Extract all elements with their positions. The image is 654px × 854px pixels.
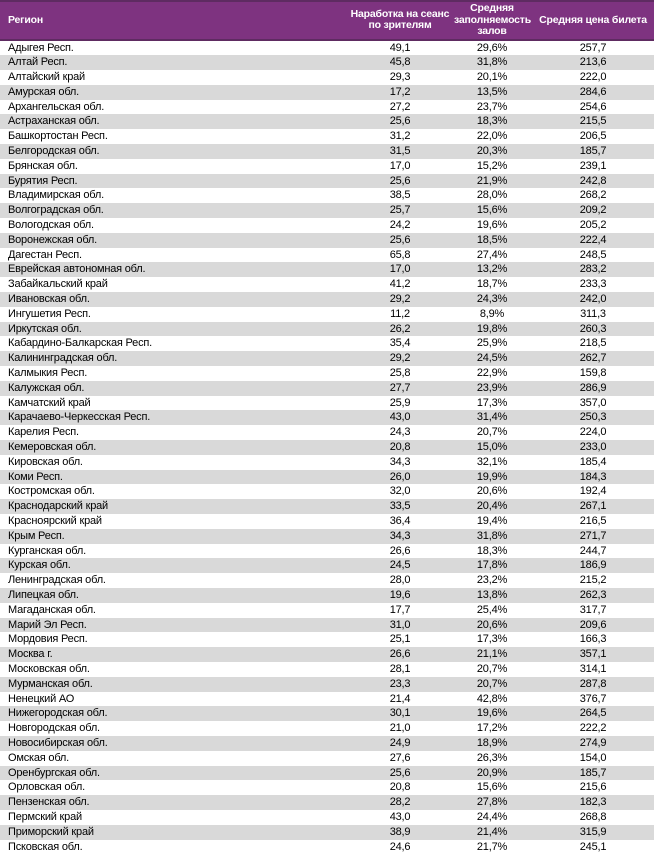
viewers-per-session-cell: 17,7: [389, 603, 411, 616]
viewers-per-session-cell: 25,6: [389, 766, 411, 779]
region-cell: Липецкая обл.: [8, 588, 79, 601]
region-cell: Иркутская обл.: [8, 322, 82, 335]
viewers-per-session-cell: 24,6: [389, 840, 411, 853]
table-row: [0, 825, 654, 840]
viewers-per-session-cell: 17,2: [389, 85, 411, 98]
table-row: [0, 618, 654, 633]
occupancy-cell: 18,3%: [476, 115, 508, 128]
ticket-price-cell: 154,0: [579, 751, 607, 764]
table-row: [0, 174, 654, 189]
viewers-per-session-cell: 29,2: [389, 352, 411, 365]
viewers-per-session-cell: 29,3: [389, 71, 411, 84]
occupancy-cell: 25,9%: [476, 337, 508, 350]
occupancy-cell: 20,7%: [476, 426, 508, 439]
viewers-per-session-cell: 43,0: [389, 411, 411, 424]
viewers-per-session-cell: 35,4: [389, 337, 411, 350]
region-cell: Амурская обл.: [8, 85, 80, 98]
region-cell: Калининградская обл.: [8, 352, 118, 365]
region-cell: Мурманская обл.: [8, 677, 93, 690]
ticket-price-cell: 314,1: [579, 662, 607, 675]
ticket-price-cell: 260,3: [579, 322, 607, 335]
viewers-per-session-cell: 25,6: [389, 115, 411, 128]
table-row: [0, 188, 654, 203]
region-cell: Астраханская обл.: [8, 115, 100, 128]
occupancy-cell: 22,9%: [476, 367, 508, 380]
viewers-per-session-cell: 25,1: [389, 633, 411, 646]
ticket-price-cell: 185,7: [579, 145, 607, 158]
ticket-price-cell: 268,8: [579, 810, 607, 823]
ticket-price-cell: 182,3: [579, 796, 607, 809]
region-cell: Карачаево-Черкесская Респ.: [8, 411, 151, 424]
table-row: [0, 751, 654, 766]
region-cell: Ленинградская обл.: [8, 574, 106, 587]
occupancy-cell: 17,8%: [476, 559, 508, 572]
ticket-price-cell: 215,6: [579, 781, 607, 794]
occupancy-cell: 26,3%: [476, 751, 508, 764]
viewers-per-session-cell: 23,3: [389, 677, 411, 690]
occupancy-cell: 23,7%: [476, 100, 508, 113]
region-cell: Алтайский край: [8, 71, 85, 84]
occupancy-cell: 42,8%: [476, 692, 508, 705]
region-cell: Крым Респ.: [8, 529, 65, 542]
viewers-per-session-cell: 26,6: [389, 648, 411, 661]
table-body: [0, 40, 654, 854]
viewers-per-session-cell: 20,8: [389, 441, 411, 454]
region-cell: Еврейская автономная обл.: [8, 263, 146, 276]
viewers-per-session-cell: 27,2: [389, 100, 411, 113]
region-cell: Курганская обл.: [8, 544, 86, 557]
table-row: [0, 780, 654, 795]
region-cell: Приморский край: [8, 825, 94, 838]
ticket-price-cell: 245,1: [579, 840, 607, 853]
ticket-price-cell: 209,6: [579, 618, 607, 631]
region-cell: Вологодская обл.: [8, 219, 94, 232]
table-row: [0, 514, 654, 529]
table-row: [0, 262, 654, 277]
ticket-price-cell: 242,0: [579, 293, 607, 306]
ticket-price-cell: 311,3: [580, 307, 606, 320]
ticket-price-cell: 206,5: [579, 130, 607, 143]
occupancy-cell: 20,1%: [476, 71, 508, 84]
table-row: [0, 647, 654, 662]
occupancy-cell: 24,5%: [476, 352, 508, 365]
table-row: [0, 218, 654, 233]
occupancy-cell: 19,6%: [476, 219, 508, 232]
ticket-price-cell: 242,8: [579, 174, 607, 187]
region-cell: Московская обл.: [8, 662, 90, 675]
ticket-price-cell: 209,2: [579, 204, 607, 217]
table-row: [0, 351, 654, 366]
table-row: [0, 129, 654, 144]
table-row: [0, 277, 654, 292]
table-row: [0, 307, 654, 322]
viewers-per-session-cell: 20,8: [389, 781, 411, 794]
viewers-per-session-cell: 41,2: [389, 278, 411, 291]
region-cell: Ингушетия Респ.: [8, 307, 91, 320]
occupancy-cell: 20,4%: [476, 500, 508, 513]
ticket-price-cell: 317,7: [579, 603, 607, 616]
region-cell: Белгородская обл.: [8, 145, 100, 158]
table-row: [0, 100, 654, 115]
viewers-per-session-cell: 38,5: [389, 189, 411, 202]
ticket-price-cell: 215,2: [579, 574, 607, 587]
occupancy-cell: 31,8%: [476, 529, 508, 542]
table-row: [0, 322, 654, 337]
occupancy-cell: 28,0%: [476, 189, 508, 202]
viewers-per-session-cell: 21,0: [389, 722, 411, 735]
region-cell: Орловская обл.: [8, 781, 85, 794]
occupancy-cell: 27,4%: [476, 248, 508, 261]
table-row: [0, 70, 654, 85]
table-row: [0, 544, 654, 559]
table-row: [0, 396, 654, 411]
table-row: [0, 573, 654, 588]
region-cell: Кировская обл.: [8, 455, 83, 468]
occupancy-cell: 21,9%: [476, 174, 508, 187]
region-cell: Омская обл.: [8, 751, 70, 764]
ticket-price-cell: 224,0: [579, 426, 607, 439]
table-row: [0, 706, 654, 721]
ticket-price-cell: 257,7: [579, 41, 607, 54]
region-cell: Коми Респ.: [8, 470, 63, 483]
ticket-price-cell: 239,1: [579, 159, 607, 172]
region-cell: Магаданская обл.: [8, 603, 96, 616]
occupancy-cell: 23,2%: [476, 574, 508, 587]
table-row: [0, 529, 654, 544]
occupancy-cell: 31,8%: [476, 56, 508, 69]
table-row: [0, 470, 654, 485]
ticket-price-cell: 248,5: [579, 248, 607, 261]
table-row: [0, 425, 654, 440]
viewers-per-session-cell: 21,4: [389, 692, 411, 705]
region-cell: Оренбургская обл.: [8, 766, 100, 779]
viewers-per-session-cell: 28,1: [389, 662, 411, 675]
region-cell: Псковская обл.: [8, 840, 83, 853]
occupancy-cell: 25,4%: [476, 603, 508, 616]
ticket-price-cell: 376,7: [579, 692, 607, 705]
occupancy-cell: 23,9%: [476, 381, 508, 394]
table-row: [0, 810, 654, 825]
occupancy-cell: 15,6%: [476, 781, 508, 794]
region-cell: Краснодарский край: [8, 500, 108, 513]
occupancy-cell: 19,9%: [476, 470, 508, 483]
viewers-per-session-cell: 28,0: [389, 574, 411, 587]
occupancy-cell: 21,4%: [476, 825, 508, 838]
table-row: [0, 840, 654, 854]
ticket-price-cell: 215,5: [579, 115, 607, 128]
occupancy-cell: 13,8%: [476, 588, 508, 601]
ticket-price-cell: 185,4: [579, 455, 607, 468]
region-cell: Дагестан Респ.: [8, 248, 82, 261]
viewers-per-session-cell: 25,9: [389, 396, 411, 409]
occupancy-cell: 24,4%: [476, 810, 508, 823]
occupancy-cell: 21,1%: [476, 648, 508, 661]
region-cell: Башкортостан Респ.: [8, 130, 108, 143]
table-row: [0, 721, 654, 736]
column-header-region: Регион: [0, 1, 348, 40]
table-row: [0, 114, 654, 129]
ticket-price-cell: 357,0: [579, 396, 607, 409]
region-cell: Нижегородская обл.: [8, 707, 108, 720]
column-header-viewers-per-session: Наработка на сеанс по зрителям: [348, 1, 452, 40]
region-cell: Москва г.: [8, 648, 53, 661]
viewers-per-session-cell: 31,0: [389, 618, 411, 631]
occupancy-cell: 13,2%: [476, 263, 508, 276]
occupancy-cell: 20,6%: [476, 485, 508, 498]
viewers-per-session-cell: 26,6: [389, 544, 411, 557]
viewers-per-session-cell: 24,5: [389, 559, 411, 572]
ticket-price-cell: 284,6: [579, 85, 607, 98]
ticket-price-cell: 283,2: [579, 263, 607, 276]
ticket-price-cell: 186,9: [579, 559, 607, 572]
viewers-per-session-cell: 31,2: [389, 130, 411, 143]
ticket-price-cell: 233,3: [579, 278, 607, 291]
viewers-per-session-cell: 45,8: [389, 56, 411, 69]
occupancy-cell: 17,3%: [476, 396, 508, 409]
table-row: [0, 484, 654, 499]
viewers-per-session-cell: 19,6: [389, 588, 411, 601]
table-row: [0, 662, 654, 677]
occupancy-cell: 32,1%: [476, 455, 508, 468]
occupancy-cell: 18,5%: [476, 233, 508, 246]
ticket-price-cell: 222,0: [579, 71, 607, 84]
occupancy-cell: 22,0%: [476, 130, 508, 143]
occupancy-cell: 19,8%: [476, 322, 508, 335]
region-cell: Забайкальский край: [8, 278, 108, 291]
ticket-price-cell: 222,4: [579, 233, 607, 246]
table-row: [0, 632, 654, 647]
occupancy-cell: 19,4%: [476, 515, 508, 527]
viewers-per-session-cell: 33,5: [389, 500, 411, 513]
region-cell: Новосибирская обл.: [8, 736, 108, 749]
ticket-price-cell: 244,7: [579, 544, 607, 557]
table-row: [0, 440, 654, 455]
ticket-price-cell: 264,5: [579, 707, 607, 720]
viewers-per-session-cell: 34,3: [389, 455, 411, 468]
viewers-per-session-cell: 32,0: [389, 485, 411, 498]
ticket-price-cell: 268,2: [579, 189, 607, 202]
viewers-per-session-cell: 24,9: [389, 736, 411, 749]
viewers-per-session-cell: 25,6: [389, 233, 411, 246]
ticket-price-cell: 222,2: [579, 722, 607, 735]
table-row: [0, 366, 654, 381]
occupancy-cell: 24,3%: [476, 293, 508, 306]
viewers-per-session-cell: 36,4: [389, 515, 411, 527]
viewers-per-session-cell: 43,0: [389, 810, 411, 823]
table-row: [0, 603, 654, 618]
occupancy-cell: 20,7%: [476, 662, 508, 675]
occupancy-cell: 20,3%: [476, 145, 508, 158]
region-cell: Архангельская обл.: [8, 100, 105, 113]
viewers-per-session-cell: 24,2: [389, 219, 411, 232]
region-cell: Карелия Респ.: [8, 426, 79, 439]
table-row: [0, 736, 654, 751]
table-row: [0, 766, 654, 781]
occupancy-cell: 31,4%: [476, 411, 508, 424]
region-cell: Алтай Респ.: [8, 56, 68, 69]
table-row: [0, 795, 654, 810]
region-cell: Кемеровская обл.: [8, 441, 97, 454]
ticket-price-cell: 357,1: [579, 648, 607, 661]
region-cell: Калмыкия Респ.: [8, 367, 88, 380]
viewers-per-session-cell: 26,2: [389, 322, 411, 335]
viewers-per-session-cell: 26,0: [389, 470, 411, 483]
region-cell: Красноярский край: [8, 515, 102, 527]
viewers-per-session-cell: 24,3: [389, 426, 411, 439]
occupancy-cell: 18,3%: [476, 544, 508, 557]
ticket-price-cell: 250,3: [579, 411, 607, 424]
viewers-per-session-cell: 17,0: [389, 159, 411, 172]
table-row: [0, 692, 654, 707]
ticket-price-cell: 254,6: [579, 100, 607, 113]
viewers-per-session-cell: 29,2: [389, 293, 411, 306]
table-row: [0, 85, 654, 100]
region-cell: Ненецкий АО: [8, 692, 75, 705]
occupancy-cell: 27,8%: [476, 796, 508, 809]
occupancy-cell: 8,9%: [479, 307, 505, 320]
viewers-per-session-cell: 65,8: [389, 248, 411, 261]
table-header: [0, 1, 654, 40]
occupancy-cell: 20,7%: [476, 677, 508, 690]
region-cell: Воронежская обл.: [8, 233, 98, 246]
ticket-price-cell: 159,8: [579, 367, 607, 380]
ticket-price-cell: 262,7: [579, 352, 607, 365]
region-cell: Кабардино-Балкарская Респ.: [8, 337, 152, 350]
ticket-price-cell: 205,2: [579, 219, 607, 232]
region-cell: Брянская обл.: [8, 159, 78, 172]
occupancy-cell: 15,2%: [476, 159, 508, 172]
ticket-price-cell: 218,5: [579, 337, 607, 350]
table-row: [0, 381, 654, 396]
table-row: [0, 677, 654, 692]
table-row: [0, 499, 654, 514]
table-row: [0, 55, 654, 70]
occupancy-cell: 18,7%: [476, 278, 508, 291]
region-cell: Владимирская обл.: [8, 189, 104, 202]
table-row: [0, 40, 654, 56]
region-cell: Курская обл.: [8, 559, 71, 572]
viewers-per-session-cell: 49,1: [389, 41, 411, 54]
occupancy-cell: 15,0%: [476, 441, 508, 454]
region-cell: Бурятия Респ.: [8, 174, 78, 187]
table-row: [0, 159, 654, 174]
region-cell: Марий Эл Респ.: [8, 618, 87, 631]
ticket-price-cell: 315,9: [579, 825, 607, 838]
table-header-row: [0, 1, 654, 40]
viewers-per-session-cell: 34,3: [389, 529, 411, 542]
region-cell: Камчатский край: [8, 396, 91, 409]
viewers-per-session-cell: 25,7: [389, 204, 411, 217]
region-cell: Мордовия Респ.: [8, 633, 88, 646]
occupancy-cell: 20,6%: [476, 618, 508, 631]
ticket-price-cell: 274,9: [579, 736, 607, 749]
ticket-price-cell: 192,4: [579, 485, 607, 498]
region-cell: Костромская обл.: [8, 485, 95, 498]
column-header-occupancy: Средняя заполняемость залов: [452, 1, 532, 40]
region-cell: Ивановская обл.: [8, 293, 90, 306]
region-cell: Пензенская обл.: [8, 796, 90, 809]
occupancy-cell: 20,9%: [476, 766, 508, 779]
viewers-per-session-cell: 28,2: [389, 796, 411, 809]
table-row: [0, 233, 654, 248]
ticket-price-cell: 233,0: [579, 441, 607, 454]
region-cell: Адыгея Респ.: [8, 41, 74, 54]
region-cell: Пермский край: [8, 810, 82, 823]
ticket-price-cell: 166,3: [579, 633, 607, 646]
ticket-price-cell: 185,7: [579, 766, 607, 779]
ticket-price-cell: 184,3: [579, 470, 607, 483]
occupancy-cell: 29,6%: [476, 41, 508, 54]
table-row: [0, 455, 654, 470]
viewers-per-session-cell: 27,7: [389, 381, 411, 394]
viewers-per-session-cell: 38,9: [389, 825, 411, 838]
occupancy-cell: 18,9%: [476, 736, 508, 749]
ticket-price-cell: 267,1: [579, 500, 607, 513]
viewers-per-session-cell: 31,5: [389, 145, 411, 158]
ticket-price-cell: 286,9: [579, 381, 607, 394]
region-cell: Волгоградская обл.: [8, 204, 104, 217]
viewers-per-session-cell: 25,6: [389, 174, 411, 187]
ticket-price-cell: 213,6: [579, 56, 607, 69]
table-row: [0, 292, 654, 307]
table-row: [0, 336, 654, 351]
table-row: [0, 588, 654, 603]
table-row: [0, 248, 654, 263]
viewers-per-session-cell: 11,2: [390, 307, 410, 320]
occupancy-cell: 17,2%: [476, 722, 508, 735]
table-row: [0, 410, 654, 425]
viewers-per-session-cell: 17,0: [389, 263, 411, 276]
occupancy-cell: 15,6%: [476, 204, 508, 217]
occupancy-cell: 19,6%: [476, 707, 508, 720]
ticket-price-cell: 271,7: [579, 529, 607, 542]
viewers-per-session-cell: 27,6: [389, 751, 411, 764]
ticket-price-cell: 216,5: [579, 515, 607, 527]
occupancy-cell: 13,5%: [476, 85, 508, 98]
region-cell: Новгородская обл.: [8, 722, 100, 735]
occupancy-cell: 17,3%: [476, 633, 508, 646]
viewers-per-session-cell: 30,1: [389, 707, 411, 720]
table-row: [0, 144, 654, 159]
ticket-price-cell: 287,8: [579, 677, 607, 690]
region-cell: Калужская обл.: [8, 381, 85, 394]
table-row: [0, 558, 654, 573]
column-header-ticket-price: Средняя цена билета: [532, 1, 654, 40]
viewers-per-session-cell: 25,8: [389, 367, 411, 380]
ticket-price-cell: 262,3: [579, 588, 607, 601]
occupancy-cell: 21,7%: [476, 840, 508, 853]
table-row: [0, 203, 654, 218]
